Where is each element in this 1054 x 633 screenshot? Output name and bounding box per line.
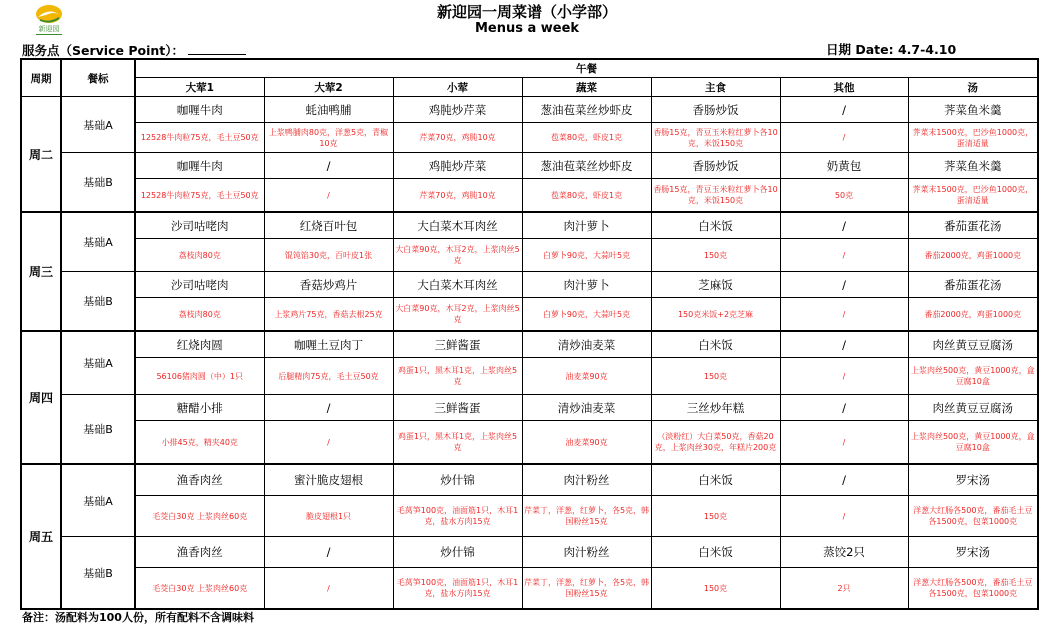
footer-remark: 备注：汤配料为100人份，所有配料不含调味料 [22, 611, 254, 624]
dish-cell: 香肠炒饭 [651, 153, 780, 179]
ingredient-cell: 荔枝肉80克 [135, 239, 264, 272]
day-cell: 周二 [21, 97, 61, 213]
dish-cell: / [264, 153, 393, 179]
ingredient-cell: 荠菜末1500克，巴沙鱼1000克，蛋清适量 [908, 123, 1038, 153]
ingredient-cell: 香肠15克，青豆玉米粒红萝卜各10克，米饭150克 [651, 179, 780, 213]
ingredient-cell: / [780, 358, 908, 395]
dish-cell: / [780, 395, 908, 421]
dish-cell: 葱油苞菜丝炒虾皮 [522, 153, 651, 179]
ingredient-cell: （淡粉红）大白菜50克，香菇20克，上浆肉丝30克，年糕片200克 [651, 421, 780, 465]
ingredient-cell: 上浆鸭脯肉80克，洋葱5克，青椒10克 [264, 123, 393, 153]
ingredient-cell: / [264, 179, 393, 213]
ingredient-cell: 番茄2000克，鸡蛋1000克 [908, 298, 1038, 332]
ingredient-cell: 洋葱大红肠各500克，番茄毛土豆各1500克，包菜1000克 [908, 496, 1038, 537]
dish-cell: 糖醋小排 [135, 395, 264, 421]
dish-cell: 肉汁粉丝 [522, 464, 651, 496]
ingredient-cell: 芹菜70克，鸡肫10克 [393, 179, 522, 213]
dish-row [21, 272, 1038, 298]
dish-cell: 三鲜酱蛋 [393, 331, 522, 358]
dish-row [21, 537, 1038, 568]
day-cell: 周五 [21, 464, 61, 609]
dish-cell: 炒什锦 [393, 537, 522, 568]
ingredient-cell: / [264, 421, 393, 465]
ingredient-cell: 芹菜70克，鸡肫10克 [393, 123, 522, 153]
ingredient-cell: 150克 [651, 239, 780, 272]
dish-cell: 渔香肉丝 [135, 537, 264, 568]
dish-cell: 香肠炒饭 [651, 97, 780, 123]
dish-cell: 肉丝黄豆豆腐汤 [908, 395, 1038, 421]
dish-cell: 蚝油鸭脯 [264, 97, 393, 123]
dish-cell: 咖喱土豆肉丁 [264, 331, 393, 358]
header-col: 汤 [908, 78, 1038, 97]
ingredient-cell: 150克 [651, 358, 780, 395]
dish-cell: 大白菜木耳肉丝 [393, 212, 522, 239]
ingredient-row [21, 496, 1038, 537]
dish-cell: 鸡肫炒芹菜 [393, 153, 522, 179]
ingredient-cell: 2只 [780, 568, 908, 610]
dish-cell: / [780, 464, 908, 496]
ingredient-cell: 上浆鸡片75克，香菇去根25克 [264, 298, 393, 332]
day-cell: 周三 [21, 212, 61, 331]
dish-row [21, 395, 1038, 421]
ingredient-cell: 56106猪肉圆（中）1只 [135, 358, 264, 395]
header-col: 大荤2 [264, 78, 393, 97]
ingredient-row [21, 421, 1038, 465]
dish-cell: 肉丝黄豆豆腐汤 [908, 331, 1038, 358]
dish-cell: 奶黄包 [780, 153, 908, 179]
standard-cell: 基础B [61, 272, 135, 332]
dish-cell: 咖喱牛肉 [135, 97, 264, 123]
ingredient-cell: 苞菜80克，虾皮1克 [522, 179, 651, 213]
ingredient-cell: 毛莴笋100克，油面筋1只，木耳1克，盐水方肉15克 [393, 496, 522, 537]
ingredient-cell: 上浆肉丝500克，黄豆1000克，盒豆腐10盒 [908, 358, 1038, 395]
ingredient-row [21, 179, 1038, 213]
ingredient-cell: 鸡蛋1只，黑木耳1克，上浆肉丝5克 [393, 358, 522, 395]
weekly-menu-table [20, 58, 1039, 610]
ingredient-cell: 毛茭白30克 上浆肉丝60克 [135, 496, 264, 537]
dish-cell: 罗宋汤 [908, 537, 1038, 568]
standard-cell: 基础A [61, 331, 135, 395]
dish-cell: 白米饭 [651, 212, 780, 239]
ingredient-cell: 大白菜90克，木耳2克，上浆肉丝5克 [393, 298, 522, 332]
ingredient-cell: 番茄2000克，鸡蛋1000克 [908, 239, 1038, 272]
dish-cell: 红烧肉圆 [135, 331, 264, 358]
ingredient-cell: 小排45克，精夹40克 [135, 421, 264, 465]
header-col: 小荤 [393, 78, 522, 97]
ingredient-cell: 12528牛肉粒75克，毛土豆50克 [135, 179, 264, 213]
dish-cell: 芝麻饭 [651, 272, 780, 298]
header-col: 大荤1 [135, 78, 264, 97]
header-col: 蔬菜 [522, 78, 651, 97]
ingredient-row [21, 358, 1038, 395]
ingredient-cell: / [780, 421, 908, 465]
standard-cell: 基础B [61, 395, 135, 465]
dish-cell: 沙司咕咾肉 [135, 212, 264, 239]
dish-cell: 沙司咕咾肉 [135, 272, 264, 298]
ingredient-cell: 后腿精肉75克，毛土豆50克 [264, 358, 393, 395]
standard-cell: 基础A [61, 97, 135, 153]
dish-cell: / [780, 331, 908, 358]
dish-cell: 番茄蛋花汤 [908, 212, 1038, 239]
dish-cell: / [264, 537, 393, 568]
dish-cell: 荠菜鱼米羹 [908, 153, 1038, 179]
dish-cell: / [780, 97, 908, 123]
ingredient-cell: 鸡蛋1只，黑木耳1克，上浆肉丝5克 [393, 421, 522, 465]
dish-cell: 白米饭 [651, 537, 780, 568]
header-col: 其他 [780, 78, 908, 97]
service-point-line [22, 42, 246, 59]
dish-row [21, 212, 1038, 239]
dish-cell: 白米饭 [651, 331, 780, 358]
service-point-label: 服务点（Service Point）： [22, 43, 184, 58]
dish-row [21, 153, 1038, 179]
dish-row [21, 97, 1038, 123]
ingredient-cell: 150克 [651, 568, 780, 610]
service-point-blank [188, 42, 246, 55]
ingredient-cell: 芹菜丁，洋葱，红萝卜，各5克，韩国粉丝15克 [522, 496, 651, 537]
day-cell: 周四 [21, 331, 61, 464]
standard-cell: 基础B [61, 153, 135, 213]
standard-cell: 基础B [61, 537, 135, 610]
date-label: 日期 Date: 4.7-4.10 [826, 42, 957, 57]
ingredient-cell: 毛茭白30克 上浆肉丝60克 [135, 568, 264, 610]
page-title: 新迎园一周菜谱（小学部） [436, 3, 617, 21]
dish-cell: 鸡肫炒芹菜 [393, 97, 522, 123]
dish-cell: 罗宋汤 [908, 464, 1038, 496]
ingredient-cell: 荔枝肉80克 [135, 298, 264, 332]
dish-cell: 蜜汁脆皮翅根 [264, 464, 393, 496]
ingredient-cell: 香肠15克，青豆玉米粒红萝卜各10克，米饭150克 [651, 123, 780, 153]
dish-cell: 清炒油麦菜 [522, 331, 651, 358]
dish-cell: 蒸饺2只 [780, 537, 908, 568]
logo-text: 新迎园 [38, 25, 60, 33]
ingredient-cell: / [780, 123, 908, 153]
ingredient-cell: 12528牛肉粒75克，毛土豆50克 [135, 123, 264, 153]
ingredient-cell: 脆皮翅根1只 [264, 496, 393, 537]
standard-cell: 基础A [61, 212, 135, 272]
dish-cell: / [780, 272, 908, 298]
page-subtitle: Menus a week [474, 21, 580, 36]
dish-cell: 三丝炒年糕 [651, 395, 780, 421]
ingredient-cell: / [780, 496, 908, 537]
dish-cell: 清炒油麦菜 [522, 395, 651, 421]
ingredient-cell: 芹菜丁，洋葱，红萝卜，各5克，韩国粉丝15克 [522, 568, 651, 610]
header-standard: 餐标 [61, 59, 135, 97]
dish-cell: 三鲜酱蛋 [393, 395, 522, 421]
ingredient-cell: 油麦菜90克 [522, 421, 651, 465]
dish-cell: 肉汁粉丝 [522, 537, 651, 568]
standard-cell: 基础A [61, 464, 135, 537]
dish-cell: 番茄蛋花汤 [908, 272, 1038, 298]
ingredient-cell: 馄饨馅30克，百叶皮1张 [264, 239, 393, 272]
ingredient-row [21, 123, 1038, 153]
dish-cell: 肉汁萝卜 [522, 212, 651, 239]
ingredient-row [21, 239, 1038, 272]
header-lunch: 午餐 [135, 59, 1038, 78]
ingredient-cell: / [780, 298, 908, 332]
ingredient-cell: 油麦菜90克 [522, 358, 651, 395]
dish-row [21, 331, 1038, 358]
dish-row [21, 464, 1038, 496]
ingredient-row [21, 298, 1038, 332]
ingredient-cell: 洋葱大红肠各500克，番茄毛土豆各1500克，包菜1000克 [908, 568, 1038, 610]
dish-cell: 炒什锦 [393, 464, 522, 496]
ingredient-row [21, 568, 1038, 610]
ingredient-cell: 150克米饭+2克芝麻 [651, 298, 780, 332]
dish-cell: 咖喱牛肉 [135, 153, 264, 179]
header-period: 周期 [21, 59, 61, 97]
dish-cell: 白米饭 [651, 464, 780, 496]
dish-cell: 香菇炒鸡片 [264, 272, 393, 298]
header-col: 主食 [651, 78, 780, 97]
ingredient-cell: 大白菜90克，木耳2克，上浆肉丝5克 [393, 239, 522, 272]
ingredient-cell: 上浆肉丝500克，黄豆1000克，盒豆腐10盒 [908, 421, 1038, 465]
ingredient-cell: 荠菜末1500克，巴沙鱼1000克，蛋清适量 [908, 179, 1038, 213]
ingredient-cell: / [780, 239, 908, 272]
dish-cell: 渔香肉丝 [135, 464, 264, 496]
dish-cell: 大白菜木耳肉丝 [393, 272, 522, 298]
dish-cell: 葱油苞菜丝炒虾皮 [522, 97, 651, 123]
dish-cell: / [264, 395, 393, 421]
dish-cell: 肉汁萝卜 [522, 272, 651, 298]
ingredient-cell: 白萝卜90克，大蒜叶5克 [522, 239, 651, 272]
ingredient-cell: 50克 [780, 179, 908, 213]
ingredient-cell: 白萝卜90克，大蒜叶5克 [522, 298, 651, 332]
ingredient-cell: 150克 [651, 496, 780, 537]
ingredient-cell: 苞菜80克，虾皮1克 [522, 123, 651, 153]
dish-cell: 荠菜鱼米羹 [908, 97, 1038, 123]
ingredient-cell: 毛莴笋100克，油面筋1只，木耳1克，盐水方肉15克 [393, 568, 522, 610]
dish-cell: / [780, 212, 908, 239]
dish-cell: 红烧百叶包 [264, 212, 393, 239]
ingredient-cell: / [264, 568, 393, 610]
